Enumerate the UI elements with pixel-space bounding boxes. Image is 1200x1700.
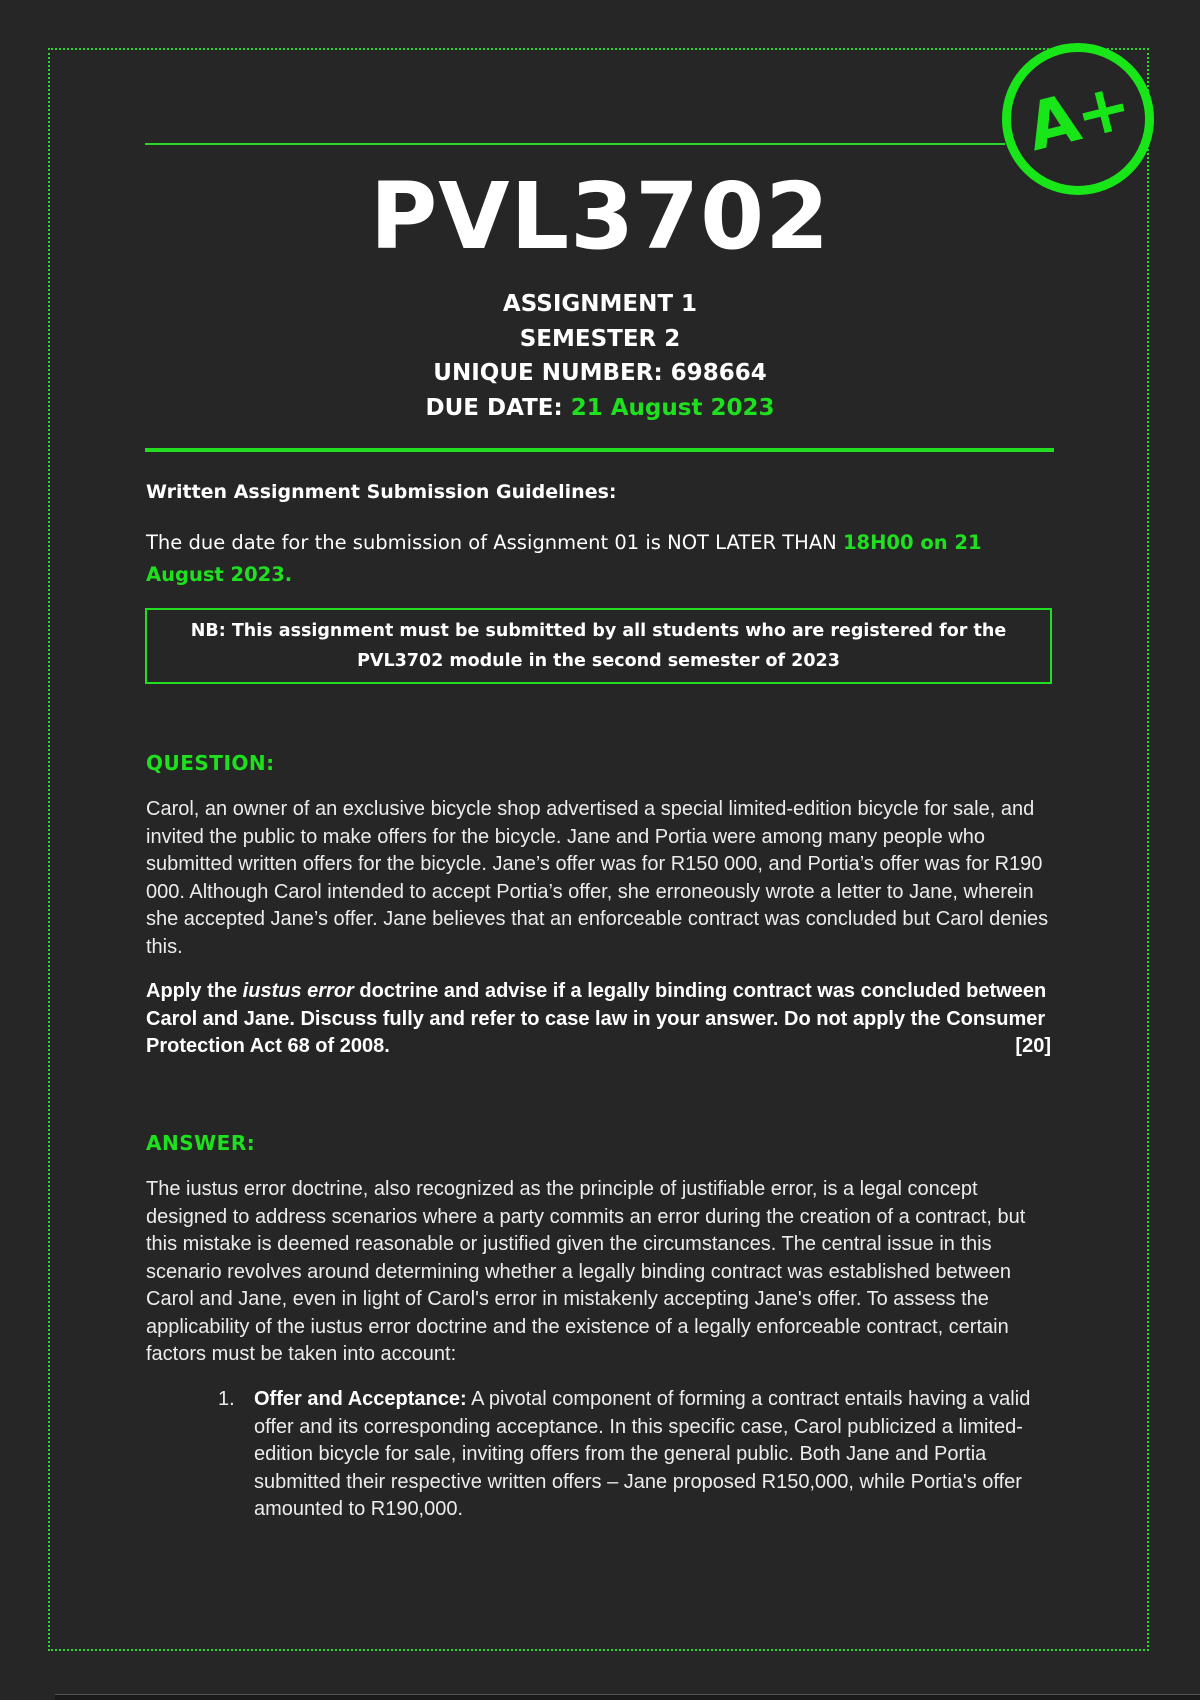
unique-number: UNIQUE NUMBER: 698664 <box>433 360 767 386</box>
answer-intro: The iustus error doctrine, also recognized as the principle of justifiable error, is a legal concept designed to address scenarios where a party commits an error during the creation of a contract, but this mistake is deemed reasonable or justified given the circumstances. The central issue in this scenario revolves around determining whether a legally binding contract was established between Carol and Jane, even in light of Carol's error in mistakenly accepting Jane's offer. To assess the applicability of the iustus error doctrine and the existence of a legally enforceable contract, certain factors must be taken into account: <box>146 1178 1026 1365</box>
nb-notice-text: NB: This assignment must be submitted by all students who are registered for the PVL3702 module in the second semester of 2023 <box>190 621 1007 671</box>
question-heading: QUESTION: <box>146 751 275 775</box>
guidelines-text-prefix: The due date for the submission of Assignment 01 is NOT LATER THAN <box>146 531 843 554</box>
assignment-meta <box>0 287 1200 425</box>
instruction-part-a: Apply the <box>146 980 243 1002</box>
nb-notice-box <box>145 608 1052 684</box>
list-item-number: 1. <box>218 1388 235 1410</box>
guidelines-text <box>146 527 1061 591</box>
list-item-text: A pivotal component of forming a contract entails having a valid offer and its corresponding acceptance. In this specific case, Carol publicized a limited-edition bicycle for sale, inviting offers from the general public. Both Jane and Portia submitted their respective written offers – Jane proposed R150,000, while Portia's offer amounted to R190,000. <box>254 1388 1031 1520</box>
instruction-italic: iustus error <box>242 980 354 1002</box>
list-item-body <box>254 1386 1058 1524</box>
guidelines-title: Written Assignment Submission Guidelines: <box>146 481 617 503</box>
header-bottom-rule <box>145 448 1054 452</box>
due-date-label: DUE DATE: <box>425 394 563 421</box>
question-scenario: Carol, an owner of an exclusive bicycle shop advertised a special limited-edition bicycle for sale, and invited the public to make offers for the bicycle. Jane and Portia were among many people who submitted written offers for the bicycle. Jane’s offer was for R150 000, and Portia’s offer was for R190 000. Although Carol intended to accept Portia’s offer, she erroneously wrote a letter to Jane, wherein she accepted Jane’s offer. Jane believes that an enforceable contract was concluded but Carol denies this. <box>146 798 1049 958</box>
guidelines-deadline: 18H00 on 21 August 2023. <box>146 531 982 586</box>
page-bottom-edge <box>55 1694 1200 1700</box>
grade-stamp-text: A+ <box>1019 66 1137 166</box>
course-code-title: PVL3702 <box>369 163 831 270</box>
header-top-rule <box>145 143 1005 145</box>
semester-label: SEMESTER 2 <box>519 325 681 352</box>
assignment-label: ASSIGNMENT 1 <box>502 291 698 317</box>
instruction-part-b: doctrine and advise if a legally binding contract was concluded between Carol and Jane. Discuss fully and refer to case law in your answer. Do not apply the Consumer Protection Act 68 of 2008. <box>146 980 1047 1057</box>
list-item <box>218 1386 1058 1524</box>
due-date <box>0 391 1200 426</box>
question-marks: [20] <box>1015 1035 1051 1057</box>
answer-heading: ANSWER: <box>146 1131 256 1155</box>
list-item-title: Offer and Acceptance: <box>254 1388 467 1410</box>
due-date-value: 21 August 2023 <box>570 394 775 421</box>
question-instruction <box>146 978 1051 1061</box>
